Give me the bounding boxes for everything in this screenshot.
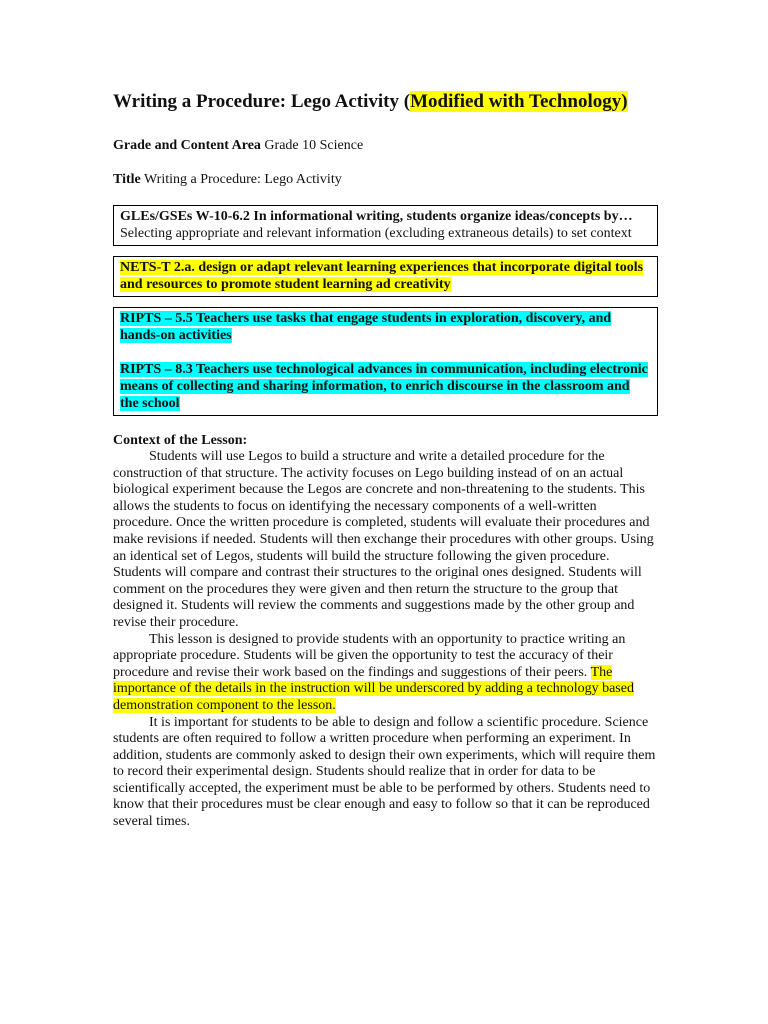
para2-highlight: The importance of the details in the instruction will be underscored by adding a technology based demonstration component to the lesson. — [113, 664, 634, 713]
title-label: Title — [113, 172, 141, 187]
title-main: Writing a Procedure: Lego Activity ( — [113, 91, 411, 112]
ripts-box — [113, 307, 658, 416]
ripts-standard-2: RIPTS – 8.3 Teachers use technological advances in communication, including electronic means of collecting and sharing information, to enrich discourse in the classroom and the school — [120, 362, 648, 411]
nets-box — [113, 256, 658, 297]
nets-standard: NETS-T 2.a. design or adapt relevant learning experiences that incorporate digital tools and resources to promote student learning ad creativity — [120, 260, 644, 292]
ripts-standard-1: RIPTS – 5.5 Teachers use tasks that engage students in exploration, discovery, and hands-on activities — [120, 311, 612, 343]
gle-box — [113, 205, 658, 246]
title-field — [113, 171, 658, 188]
context-paragraph-1: Students will use Legos to build a structure and write a detailed procedure for the construction of that structure. The activity focuses on Lego building instead of on an actual biological experiment because the Legos are concrete and non-threatening to the students. This allows the students to focus on identifying the necessary components of a well-written procedure. Once the written procedure is completed, students will evaluate their procedures and make revisions if needed. Students will then exchange their procedures with other groups. Using an identical set of Legos, students will build the structure following the given procedure. Students will compare and contrast their structures to the original ones designed. Students will comment on the procedures they were given and then return the structure to the group that designed it. Students will review the comments and suggestions made by the other group and revise their procedure. — [113, 449, 654, 630]
grade-field — [113, 137, 658, 154]
title-highlight: Modified with Technology) — [410, 91, 628, 112]
context-heading: Context of the Lesson: — [113, 433, 248, 448]
grade-label: Grade and Content Area — [113, 138, 261, 153]
para2-main: This lesson is designed to provide students with an opportunity to practice writing an appropriate procedure. Students will be given the opportunity to test the accuracy of their procedure and revise their work based on the findings and suggestions of their peers. — [113, 631, 626, 680]
title-value: Writing a Procedure: Lego Activity — [140, 172, 342, 187]
gle-text: Selecting appropriate and relevant information (excluding extraneous details) to set context — [120, 226, 632, 241]
grade-value: Grade 10 Science — [260, 138, 364, 153]
context-paragraph-2 — [113, 632, 658, 715]
gle-bold: GLEs/GSEs W-10-6.2 In informational writing, students organize ideas/concepts by… — [120, 209, 633, 224]
context-paragraph-3: It is important for students to be able to design and follow a scientific procedure. Science students are often required to follow a written procedure when performing an experiment. In addition, students are commonly asked to design their own experiments, which will require them to record their experimental design. Students should realize that in order for data to be scientifically accepted, the experiment must be able to be performed by others. Students need to know that their procedures must be clear enough and easy to follow so that it can be reproduced several times. — [113, 714, 656, 830]
document-content — [113, 90, 658, 831]
document-title — [113, 90, 658, 114]
